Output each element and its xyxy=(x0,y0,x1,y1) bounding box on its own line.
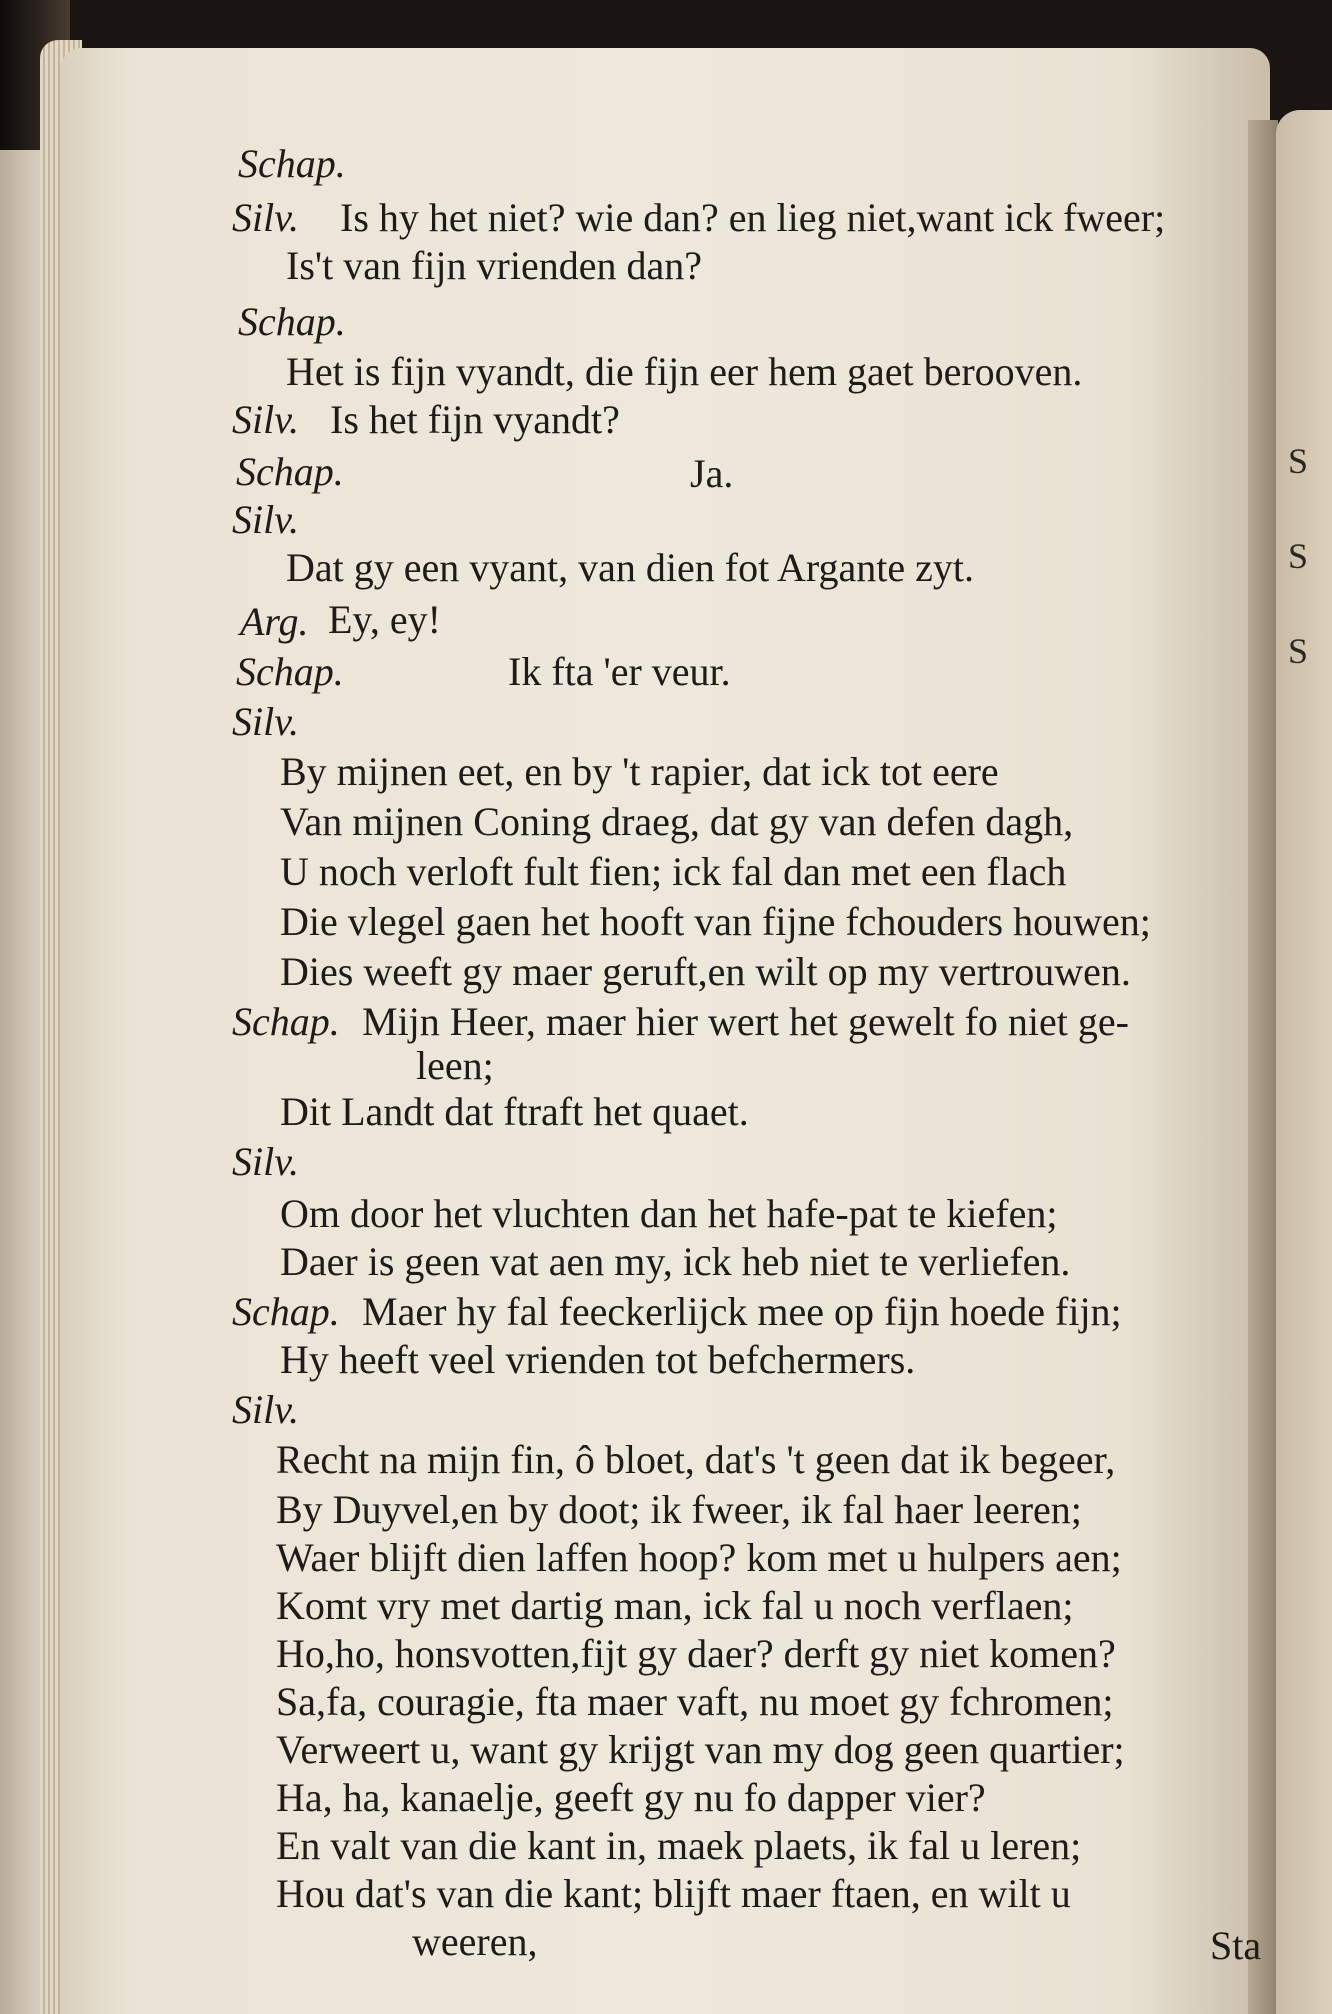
verse-line: Is't van fijn vrienden dan? xyxy=(286,243,702,288)
verse-line: Van mijnen Coning draeg, dat gy van defen dagh, xyxy=(280,799,1074,844)
verse-line: Waer blijft dien laffen hoop? kom met u hulpers aen; xyxy=(276,1535,1122,1580)
verse-line: weeren, xyxy=(412,1919,538,1964)
verse-line: Recht na mijn fin, ô bloet, dat's 't geen dat ik begeer, xyxy=(276,1437,1116,1482)
verse-line: Ey, ey! xyxy=(328,597,441,642)
speaker-name: Silv. xyxy=(232,699,300,744)
book-gutter xyxy=(1248,120,1278,2014)
verse-line: Ja. xyxy=(690,451,734,496)
verse-line: Die vlegel gaen het hooft van fijne fchouders houwen; xyxy=(280,899,1151,944)
verse-line: Komt vry met dartig man, ick fal u noch verflaen; xyxy=(276,1583,1074,1628)
verse-line: Dat gy een vyant, van dien fot Argante zyt. xyxy=(286,545,974,590)
speaker-name: Arg. xyxy=(240,599,309,644)
verse-line: Dies weeft gy maer geruft,en wilt op my vertrouwen. xyxy=(280,949,1131,994)
speaker-name: Schap. xyxy=(238,141,346,186)
verse-line: Ha, ha, kanaelje, geeft gy nu fo dapper vier? xyxy=(276,1775,986,1820)
verse-line: Daer is geen vat aen my, ick heb niet te verliefen. xyxy=(280,1239,1071,1284)
speaker-name: Silv. xyxy=(232,1139,300,1184)
facing-page-letter: S xyxy=(1288,441,1309,481)
verse-line: Verweert u, want gy krijgt van my dog geen quartier; xyxy=(276,1727,1125,1772)
verse-line: Om door het vluchten dan het hafe-pat te kiefen; xyxy=(280,1191,1058,1236)
facing-page-letter: S xyxy=(1288,631,1309,671)
verse-line: Hou dat's van die kant; blijft maer ftaen, en wilt u xyxy=(276,1871,1071,1916)
verse-line: U noch verloft fult fien; ick fal dan met een flach xyxy=(280,849,1067,894)
verse-line: Dit Landt dat ftraft het quaet. xyxy=(280,1089,749,1134)
facing-page-edge xyxy=(1276,110,1332,2014)
verse-line: By mijnen eet, en by 't rapier, dat ick tot eere xyxy=(280,749,999,794)
speaker-name: Schap. xyxy=(232,1289,340,1334)
speaker-name: Silv. xyxy=(232,1387,300,1432)
verse-line: Sa,fa, couragie, fta maer vaft, nu moet gy fchromen; xyxy=(276,1679,1114,1724)
verse-line: Het is fijn vyandt, die fijn eer hem gaet berooven. xyxy=(286,349,1083,394)
verse-line: Is hy het niet? wie dan? en lieg niet,want ick fweer; xyxy=(340,195,1166,240)
speaker-name: Schap. xyxy=(236,449,344,494)
speaker-name: Silv. xyxy=(232,397,300,442)
facing-page-letter: S xyxy=(1288,536,1309,576)
verse-line: By Duyvel,en by doot; ik fweer, ik fal haer leeren; xyxy=(276,1487,1082,1532)
speaker-name: Schap. xyxy=(236,649,344,694)
verse-line: En valt van die kant in, maek plaets, ik fal u leren; xyxy=(276,1823,1082,1868)
verse-line: Hy heeft veel vrienden tot befchermers. xyxy=(280,1337,916,1382)
speaker-name: Schap. xyxy=(232,999,340,1044)
verse-line: Ho,ho, honsvotten,fijt gy daer? derft gy niet komen? xyxy=(276,1631,1116,1676)
verse-line: Maer hy fal feeckerlijck mee op fijn hoede fijn; xyxy=(362,1289,1122,1334)
speaker-name: Schap. xyxy=(238,299,346,344)
verse-line: leen; xyxy=(416,1043,494,1088)
speaker-name: Silv. xyxy=(232,497,300,542)
verse-line: Mijn Heer, maer hier wert het gewelt fo niet ge- xyxy=(362,999,1129,1044)
verse-line: Ik fta 'er veur. xyxy=(508,649,731,694)
speaker-name: Silv. xyxy=(232,195,300,240)
catchword: Sta xyxy=(1210,1923,1262,1968)
verse-line: Is het fijn vyandt? xyxy=(330,397,620,442)
